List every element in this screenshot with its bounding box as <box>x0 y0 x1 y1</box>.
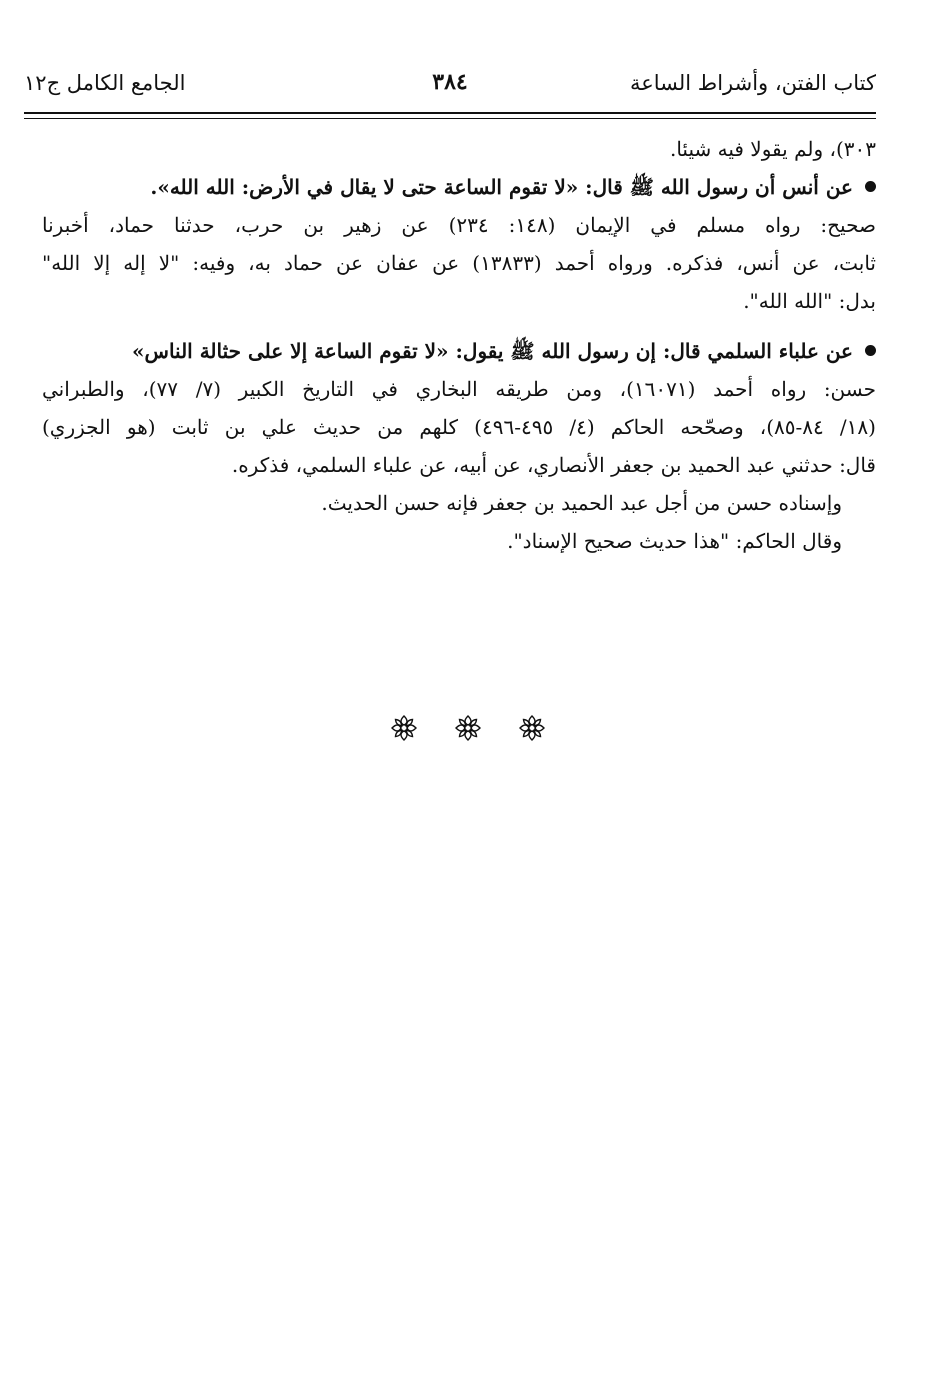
sahih-line-2: ثابت، عن أنس، فذكره. ورواه أحمد (١٣٨٣٣) عن عفان عن حماد به، وفيه: "لا إله إلا الله" <box>42 251 876 275</box>
bullet-icon <box>865 181 876 192</box>
sahih-line-1: صحيح: رواه مسلم في الإيمان (١٤٨: ٢٣٤) عن زهير بن حرب، حدثنا حماد، أخبرنا <box>42 213 876 237</box>
floral-ornament-icon <box>518 714 546 742</box>
book-title: الجامع الكامل ج١٢ <box>24 71 186 95</box>
chapter-title: كتاب الفتن، وأشراط الساعة <box>629 71 876 95</box>
hakim-note: وقال الحاكم: "هذا حديث صحيح الإسناد". <box>507 529 842 553</box>
floral-ornament-icon <box>390 714 418 742</box>
bullet-icon <box>865 345 876 356</box>
header-divider-thick <box>24 112 876 114</box>
hadith-anas-text: عن أنس أن رسول الله ﷺ قال: «لا تقوم الساعة حتى لا يقال في الأرض: الله الله». <box>150 175 853 199</box>
page-number: ٣٨٤ <box>432 69 468 95</box>
floral-ornament-icon <box>454 714 482 742</box>
hasan-line-3: قال: حدثني عبد الحميد بن جعفر الأنصاري، عن أبيه، عن علباء السلمي، فذكره. <box>231 453 876 477</box>
page-content <box>42 130 876 560</box>
hadith-anas <box>42 168 876 206</box>
hasan-line-2: (١٨/ ٨٤-٨٥)، وصحّحه الحاكم (٤/ ٤٩٥-٤٩٦) كلهم من حديث علي بن ثابت (هو الجزري) <box>42 415 876 439</box>
section-end-ornaments <box>0 714 936 754</box>
hasan-line-1: حسن: رواه أحمد (١٦٠٧١)، ومن طريقه البخاري في التاريخ الكبير (٧/ ٧٧)، والطبراني <box>42 377 876 401</box>
isnad-note: وإسناده حسن من أجل عبد الحميد بن جعفر فإنه حسن الحديث. <box>321 491 842 515</box>
paragraph-spacer <box>42 320 876 332</box>
hadith-ilba <box>42 332 876 370</box>
continuation-line: ٣٠٣)، ولم يقولا فيه شيئا. <box>669 137 876 161</box>
page-header <box>24 66 876 100</box>
hadith-ilba-text: عن علباء السلمي قال: إن رسول الله ﷺ يقول: «لا تقوم الساعة إلا على حثالة الناس» <box>132 339 853 363</box>
header-divider-thin <box>24 118 876 119</box>
sahih-line-3: بدل: "الله الله". <box>743 289 876 313</box>
